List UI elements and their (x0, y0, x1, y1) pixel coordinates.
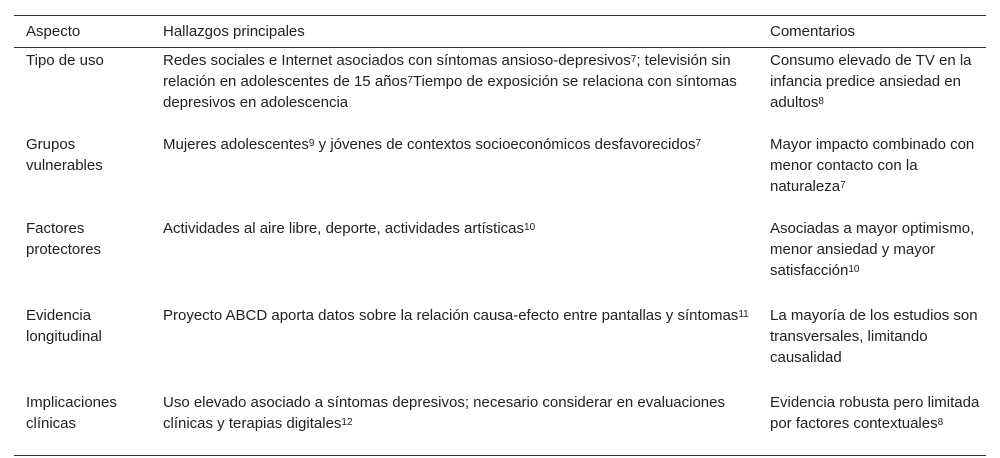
reference-superscript: 8 (937, 417, 944, 428)
cell-comments (758, 216, 986, 302)
cell-findings (151, 216, 758, 302)
cell-text: Uso elevado asociado a síntomas depresivos; necesario considerar en evaluaciones clínicas y terapias digitales (163, 394, 725, 432)
reference-superscript: 7 (630, 54, 637, 65)
cell-findings (151, 303, 758, 389)
cell-text: La mayoría de los estudios son transversales, limitando causalidad (770, 307, 978, 366)
cell-aspect: Factores protectores (26, 220, 102, 258)
cell-text: ; televisión sin relación en adolescentes de 15 años (163, 52, 731, 90)
cell-aspect: Evidencia longitudinal (26, 307, 102, 345)
reference-superscript: 7 (840, 180, 846, 191)
reference-superscript: 7 (695, 138, 702, 149)
reference-superscript: 7 (407, 75, 413, 86)
table-row (14, 48, 986, 132)
header-comments: Comentarios (770, 23, 856, 40)
cell-comments (758, 390, 986, 454)
cell-text: Actividades al aire libre, deporte, actividades artísticas (163, 220, 525, 237)
reference-superscript: 11 (738, 309, 749, 320)
cell-text: y jóvenes de contextos socioeconómicos desfavorecidos (314, 136, 696, 153)
reference-superscript: 9 (308, 138, 315, 149)
cell-text: Mayor impacto combinado con menor contacto con la naturaleza (770, 136, 975, 195)
cell-aspect: Implicaciones clínicas (26, 394, 117, 432)
cell-text: Tiempo de exposición se relaciona con síntomas depresivos en adolescencia (163, 73, 737, 111)
header-aspect: Aspecto (26, 23, 81, 40)
cell-findings (151, 48, 758, 131)
cell-text: Asociadas a mayor optimismo, menor ansiedad y mayor satisfacción (770, 220, 975, 279)
cell-text: Redes sociales e Internet asociados con síntomas ansioso-depresivos (163, 52, 631, 69)
cell-text: Consumo elevado de TV en la infancia predice ansiedad en adultos (770, 52, 972, 111)
cell-findings (151, 390, 758, 454)
table-row (14, 303, 986, 390)
reference-superscript: 10 (524, 222, 536, 233)
cell-findings (151, 132, 758, 215)
table-row (14, 390, 986, 455)
cell-text: Evidencia robusta pero limitada por factores contextuales (770, 394, 980, 432)
reference-superscript: 10 (848, 264, 860, 275)
reference-superscript: 8 (818, 96, 824, 107)
header-findings: Hallazgos principales (163, 23, 305, 40)
table-row (14, 132, 986, 216)
cell-aspect: Grupos vulnerables (26, 136, 103, 174)
table-row (14, 216, 986, 303)
table-header (14, 16, 986, 48)
reference-superscript: 12 (341, 417, 353, 428)
cell-text: Mujeres adolescentes (163, 136, 309, 153)
cell-comments (758, 48, 986, 131)
cell-aspect: Tipo de uso (26, 52, 104, 69)
cell-comments (758, 132, 986, 215)
cell-comments (758, 303, 986, 389)
cell-text: Proyecto ABCD aporta datos sobre la relación causa-efecto entre pantallas y síntomas (163, 307, 739, 324)
table-body (14, 48, 986, 455)
findings-table (14, 15, 986, 456)
